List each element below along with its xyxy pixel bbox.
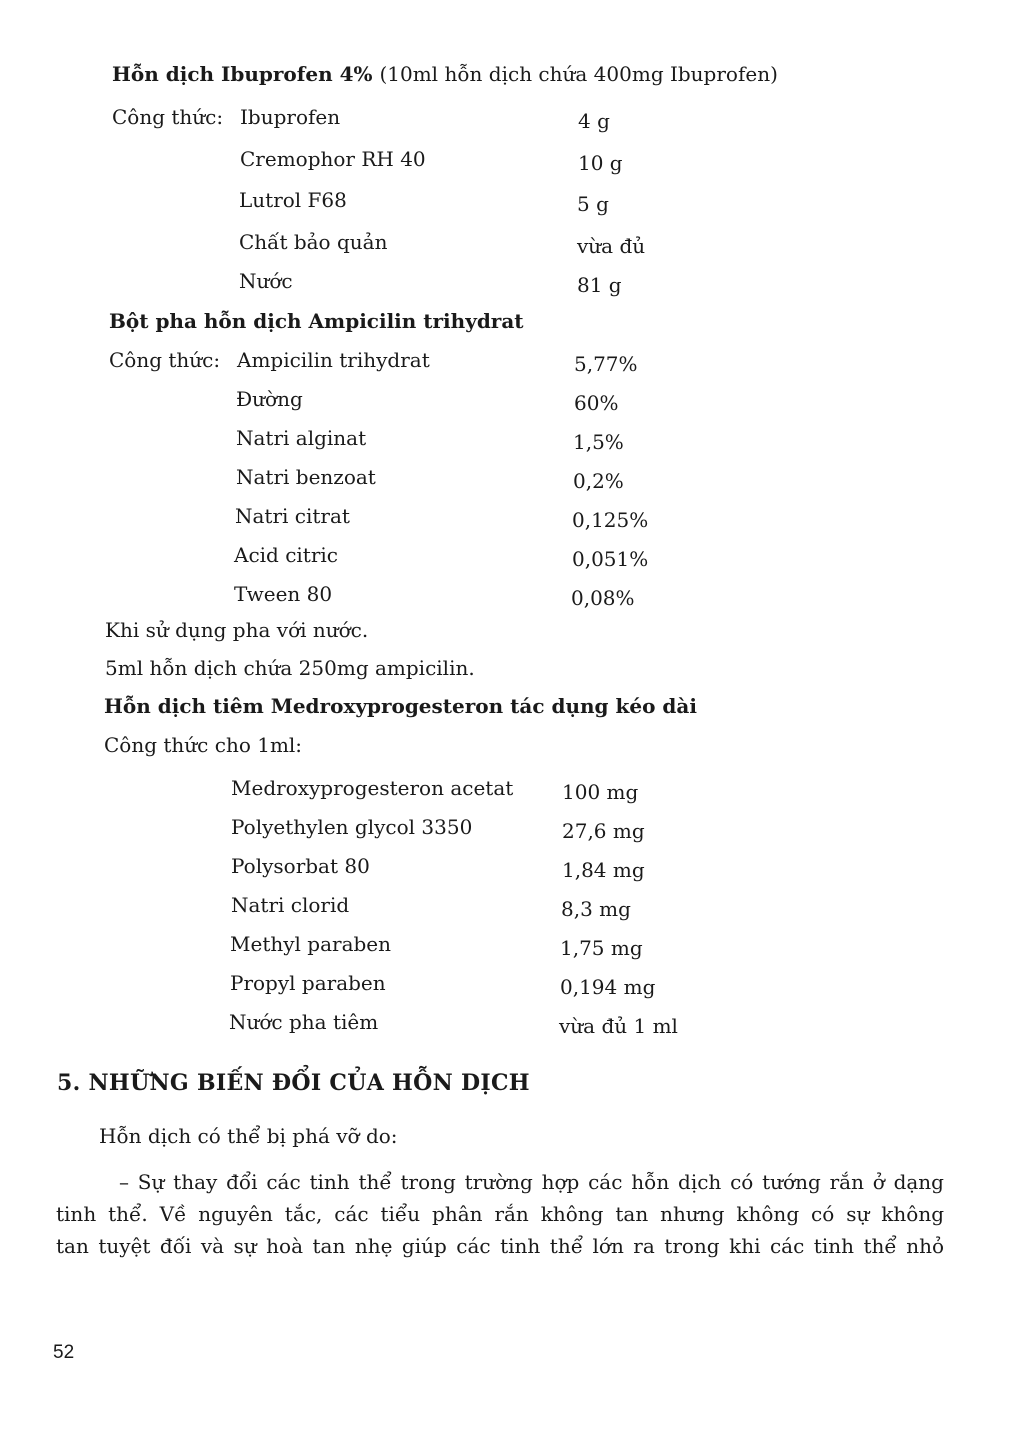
ingredient-qty: 5 g	[577, 192, 609, 216]
ampicilin-note-usage: Khi sử dụng pha với nước.	[105, 618, 369, 642]
ingredient-qty: 27,6 mg	[562, 819, 645, 843]
formula-row	[231, 932, 711, 971]
ingredient-qty: 0,194 mg	[560, 975, 656, 999]
ingredient-qty: 1,5%	[573, 430, 624, 454]
ingredient-qty: vừa đủ	[577, 234, 646, 258]
formula-row	[231, 815, 711, 854]
ibuprofen-subtitle: (10ml hỗn dịch chứa 400mg Ibuprofen)	[379, 62, 778, 86]
formula-row	[231, 971, 711, 1010]
ingredient-qty: 0,125%	[572, 508, 649, 532]
ingredient-qty: 0,08%	[571, 586, 635, 610]
ingredient-name: Medroxyprogesteron acetat	[231, 776, 514, 800]
ingredient-name: Natri alginat	[236, 426, 367, 450]
ampicilin-formula	[109, 348, 709, 621]
ingredient-name: Polysorbat 80	[231, 854, 370, 878]
paragraph-line: tan tuyệt đối và sự hoà tan nhẹ giúp các tinh thể lớn ra trong khi các tinh thể nhỏ	[56, 1234, 944, 1258]
medroxy-formula-label: Công thức cho 1ml:	[104, 733, 303, 757]
formula-row	[109, 387, 709, 426]
ingredient-name: Natri citrat	[235, 504, 350, 528]
ingredient-name: Nước	[239, 269, 293, 293]
ingredient-name: Natri benzoat	[236, 465, 376, 489]
ingredient-name: Đường	[236, 387, 303, 411]
formula-row	[231, 776, 711, 815]
ibuprofen-title: Hỗn dịch Ibuprofen 4%	[112, 62, 373, 86]
ingredient-name: Natri clorid	[231, 893, 350, 917]
ingredient-qty: 81 g	[577, 273, 622, 297]
ingredient-qty: 100 mg	[562, 780, 639, 804]
formula-row	[109, 426, 709, 465]
ibuprofen-heading	[112, 62, 778, 86]
ingredient-qty: 1,75 mg	[560, 936, 643, 960]
formula-row	[231, 854, 711, 893]
ingredient-name: Acid citric	[234, 543, 338, 567]
ingredient-name: Chất bảo quản	[239, 230, 388, 254]
ingredient-qty: 10 g	[578, 151, 623, 175]
ampicilin-heading: Bột pha hỗn dịch Ampicilin trihydrat	[109, 309, 524, 333]
formula-row	[112, 188, 712, 227]
ingredient-qty: 8,3 mg	[561, 897, 631, 921]
ingredient-name: Ibuprofen	[240, 105, 341, 129]
formula-row	[231, 1010, 711, 1049]
ingredient-qty: 4 g	[578, 109, 610, 133]
paragraph-line: tinh thể. Về nguyên tắc, các tiểu phân rắn không tan nhưng không có sự không	[56, 1202, 944, 1226]
ingredient-qty: vừa đủ 1 ml	[559, 1014, 678, 1038]
formula-row	[109, 504, 709, 543]
paragraph-line: – Sự thay đổi các tinh thể trong trường hợp các hỗn dịch có tướng rắn ở dạng	[119, 1170, 944, 1194]
ingredient-name: Cremophor RH 40	[240, 147, 426, 171]
section-5-intro: Hỗn dịch có thể bị phá vỡ do:	[99, 1124, 398, 1148]
formula-row	[109, 465, 709, 504]
ingredient-qty: 0,2%	[573, 469, 624, 493]
page-number: 52	[53, 1342, 75, 1363]
ibuprofen-formula	[112, 105, 712, 308]
ingredient-qty: 0,051%	[572, 547, 649, 571]
formula-label: Công thức:	[112, 105, 224, 129]
formula-row	[109, 582, 709, 621]
formula-row	[112, 105, 712, 144]
formula-row	[109, 348, 709, 387]
ingredient-name: Tween 80	[234, 582, 333, 606]
ingredient-qty: 60%	[574, 391, 619, 415]
ingredient-name: Propyl paraben	[230, 971, 386, 995]
formula-label: Công thức:	[109, 348, 221, 372]
medroxy-formula	[231, 776, 711, 1049]
formula-row	[109, 543, 709, 582]
ingredient-name: Nước pha tiêm	[229, 1010, 379, 1034]
section-5-paragraph	[56, 1166, 944, 1262]
ingredient-name: Lutrol F68	[239, 188, 347, 212]
ingredient-name: Methyl paraben	[230, 932, 392, 956]
medroxy-heading: Hỗn dịch tiêm Medroxyprogesteron tác dụng kéo dài	[104, 694, 697, 718]
ingredient-name: Ampicilin trihydrat	[237, 348, 430, 372]
section-5-title: 5. NHỮNG BIẾN ĐỔI CỦA HỖN DỊCH	[57, 1070, 530, 1096]
ingredient-qty: 5,77%	[574, 352, 638, 376]
formula-row	[112, 147, 712, 186]
ingredient-name: Polyethylen glycol 3350	[231, 815, 473, 839]
ampicilin-note-dose: 5ml hỗn dịch chứa 250mg ampicilin.	[105, 656, 475, 680]
formula-row	[112, 269, 712, 308]
formula-row	[112, 230, 712, 269]
formula-row	[231, 893, 711, 932]
ingredient-qty: 1,84 mg	[562, 858, 645, 882]
